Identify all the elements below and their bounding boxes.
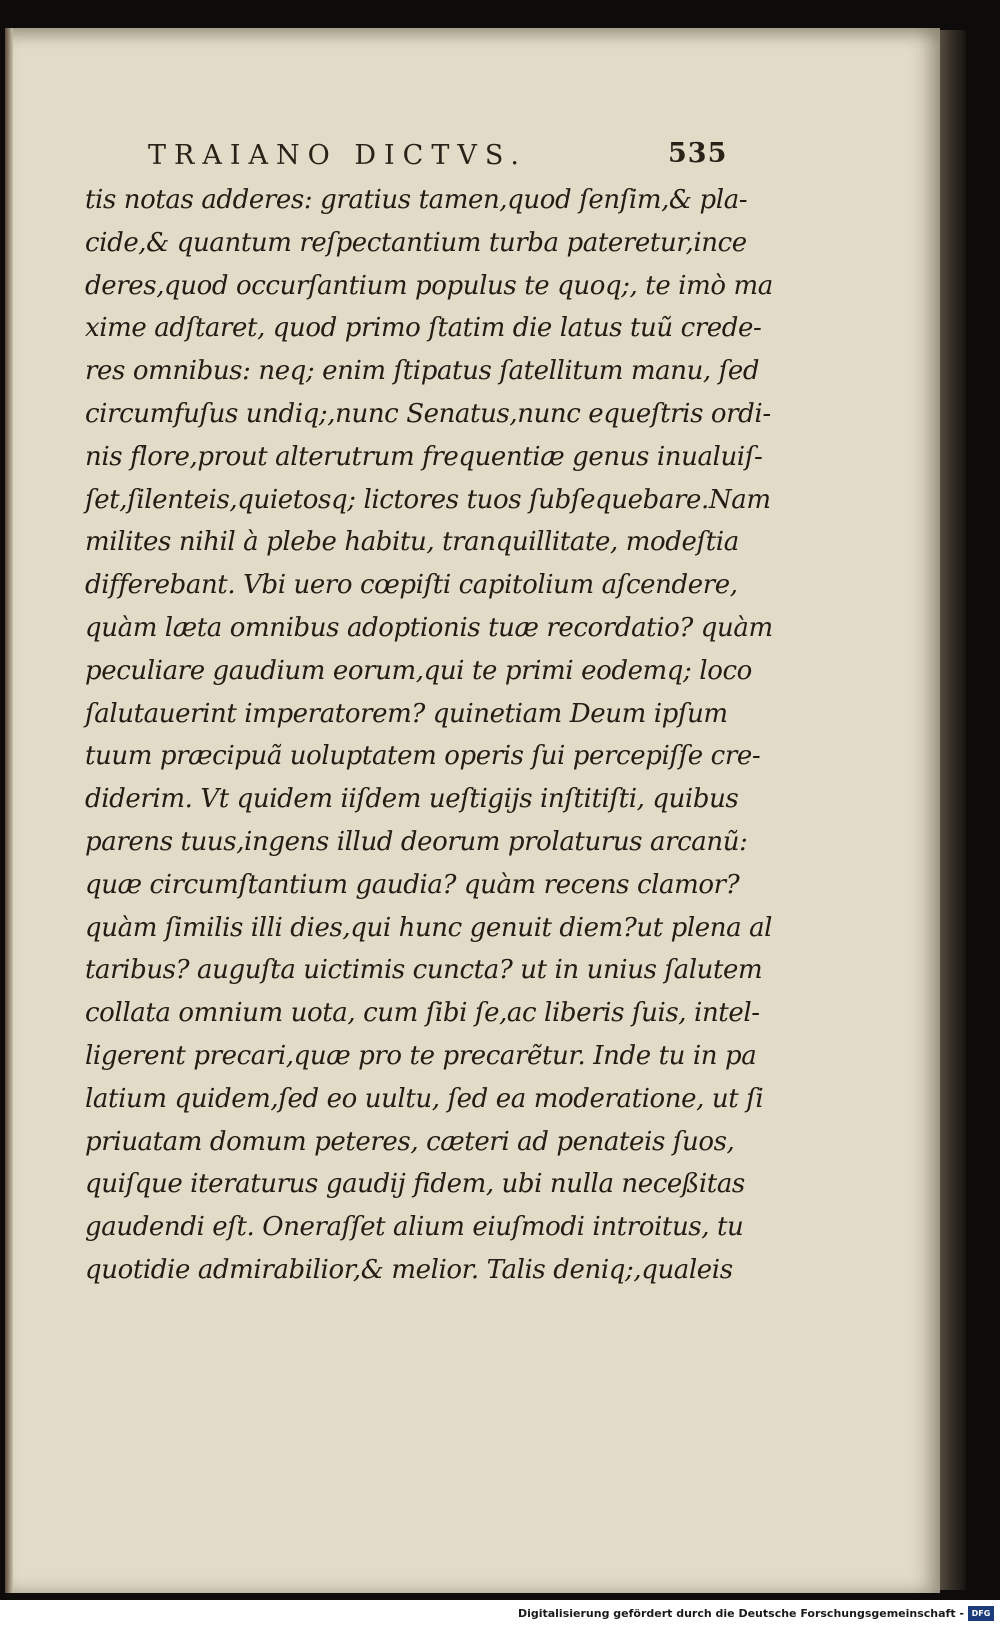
digitization-credit: Digitalisierung gefördert durch die Deutsche Forschungsgemeinschaft - <box>517 1607 964 1620</box>
text-line: circumfuſus undiq;,nunc Senatus,nunc equeſtris ordi- <box>85 398 771 429</box>
dfg-logo: DFG <box>968 1606 994 1621</box>
text-line: res omnibus: neq; enim ſtipatus ſatellitum manu, ſed <box>85 356 760 387</box>
text-line: ligerent precari,quæ pro te precarẽtur. Inde tu in pa <box>85 1040 757 1071</box>
text-line: priuatam domum peteres, cæteri ad penateis ſuos, <box>85 1126 735 1157</box>
text-line: deres,quod occurſantium populus te quoq;, te imò ma <box>85 270 773 301</box>
text-line: collata omnium uota, cum ſibi ſe,ac liberis ſuis, intel- <box>85 998 760 1029</box>
text-line: quiſque iteraturus gaudij fidem, ubi nulla neceßitas <box>85 1169 745 1200</box>
text-line: taribus? auguſta uictimis cuncta? ut in unius ſalutem <box>85 955 763 986</box>
text-line: parens tuus,ingens illud deorum prolaturus arcanũ: <box>85 826 748 857</box>
text-line: quàm læta omnibus adoptionis tuæ recordatio? quàm <box>85 612 773 643</box>
text-line: nis flore,prout alterutrum frequentiæ genus inualuiſ- <box>85 441 763 472</box>
body-text <box>85 179 785 1292</box>
text-line: quæ circumſtantium gaudia? quàm recens clamor? <box>85 869 740 900</box>
book-page <box>5 28 940 1593</box>
text-line: xime adſtaret, quod primo ſtatim die latus tuũ crede- <box>85 313 762 344</box>
page-gutter <box>5 28 13 1593</box>
text-line: quàm ſimilis illi dies,qui hunc genuit diem?ut plena al <box>85 912 773 943</box>
text-line: peculiare gaudium eorum,qui te primi eodemq; loco <box>85 655 752 686</box>
text-line: quotidie admirabilior,& melior. Talis deniq;,qualeis <box>85 1254 733 1285</box>
footer-bar <box>0 1600 1000 1628</box>
page-number: 535 <box>668 138 728 169</box>
text-line: milites nihil à plebe habitu, tranquillitate, modeſtia <box>85 527 739 558</box>
text-line: differebant. Vbi uero cœpiſti capitolium aſcendere, <box>85 570 738 601</box>
text-line: gaudendi eſt. Onerаſſet alium eiuſmodi introitus, tu <box>85 1212 744 1243</box>
text-line: ſet,ſilenteis,quietosq; lictores tuos ſubſequebare.Nam <box>85 484 771 515</box>
text-line: latium quidem,ſed eo uultu, ſed ea moderatione, ut ſi <box>85 1083 764 1114</box>
running-head <box>148 140 748 180</box>
text-line: diderim. Vt quidem iiſdem ueſtigijs inſtitiſti, quibus <box>85 784 739 815</box>
text-line: cide,& quantum reſpectantium turba pateretur,ince <box>85 227 747 258</box>
text-line: ſalutauerint imperatorem? quinetiam Deum ipſum <box>85 698 728 729</box>
text-line: tuum præcipuã uoluptatem operis ſui percepiſſe cre- <box>85 741 761 772</box>
running-head-title: TRAIANO DICTVS. <box>148 140 527 171</box>
text-line: tis notas adderes: gratius tamen,quod ſenſim,& pla- <box>85 185 748 215</box>
